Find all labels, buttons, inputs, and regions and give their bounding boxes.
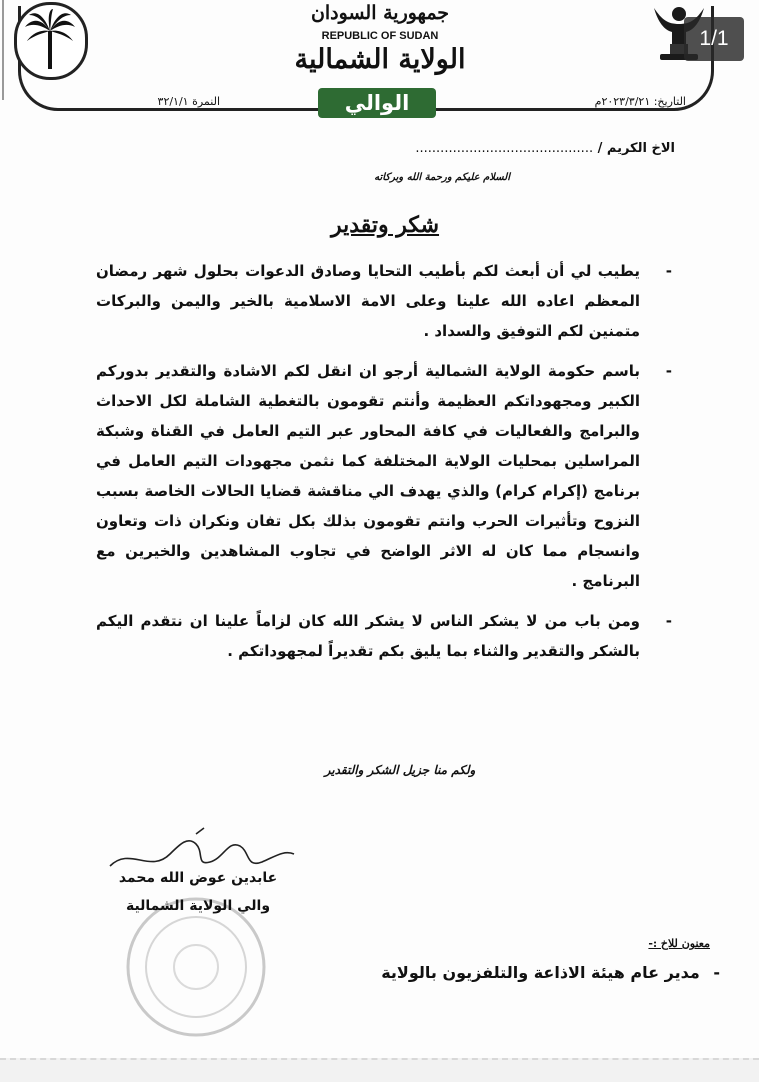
- paragraph: [96, 256, 682, 346]
- paragraph: [96, 606, 682, 666]
- closing-line: ولكم منا جزيل الشكر والتقدير: [324, 763, 476, 777]
- letter-title: شكر وتقدير: [330, 212, 440, 238]
- palm-tree-icon: [23, 9, 77, 71]
- page-indicator: 1/1: [684, 17, 744, 61]
- letter-date: التاريخ: ٢٠٢٣/٣/٢١م: [594, 95, 686, 108]
- state-name: الولاية الشمالية: [294, 44, 466, 75]
- signatory-title: والي الولاية الشمالية: [125, 898, 271, 914]
- viewer-bottom-bar: [0, 1058, 759, 1082]
- paragraph: [96, 356, 682, 596]
- signatory-name: عابدين عوض الله محمد: [118, 870, 278, 886]
- recipient-label: الاخ الكريم /: [597, 141, 675, 156]
- letter-body: [96, 256, 682, 666]
- bullet-dash: -: [665, 262, 672, 280]
- paragraph-text: ومن باب من لا يشكر الناس لا يشكر الله كان لزاماً علينا ان نتقدم اليكم بالشكر والتقدير والثناء بما يليق بكم تقديراً لمجهوداتكم .: [96, 612, 640, 660]
- palm-logo: [14, 2, 88, 80]
- recipient-line: [310, 141, 675, 156]
- addressee-line: [330, 963, 720, 982]
- bullet-dash: -: [665, 362, 672, 380]
- page-edge: [2, 0, 4, 100]
- paragraph-text: يطيب لي أن أبعث لكم بأطيب التحايا وصادق الدعوات بحلول شهر رمضان المعظم اعاده الله علينا وعلى الامة الاسلامية بالخير واليمن والبركات متمنين لكم التوفيق والسداد .: [96, 262, 640, 340]
- country-name-arabic: جمهورية السودان: [310, 2, 450, 24]
- addressee-label: معنون للاخ :-: [648, 937, 710, 950]
- official-stamp: [116, 892, 276, 1042]
- bullet-dash: -: [713, 963, 720, 982]
- letter-reference-number: النمرة ٣٢/١/١: [157, 95, 220, 108]
- greeting: السلام عليكم ورحمة الله وبركاته: [374, 172, 510, 183]
- recipient-fill: ...........................................: [415, 141, 594, 156]
- bullet-dash: -: [665, 612, 672, 630]
- paragraph-text: باسم حكومة الولاية الشمالية أرجو ان انقل لكم الاشادة والتقدير بدوركم الكبير ومجهوداتكم العظيمة وأنتم تقومون بالتغطية الشاملة لكل الاحداث والبرامج والفعاليات في كافة المحاور عبر التيم العامل في القناة وشبكة المراسلين بمحليات الولاية المختلفة كما نثمن مجهودات التيم العامل في برنامج (إكرام كرام) والذي يهدف الي مناقشة قضايا الحالات الخاصة بسبب النزوح وتأثيرات الحرب وانتم تقومون بذلك بكل تفان ونكران ذات وتعاون وانسجام مما كان له الاثر الواضح في تجاوب المشاهدين والخيرين مع البرنامج .: [96, 362, 640, 590]
- addressee-value: مدير عام هيئة الاذاعة والتلفزيون بالولاية: [381, 963, 700, 982]
- country-name-english: REPUBLIC OF SUDAN: [321, 30, 439, 42]
- office-badge: الوالي: [318, 88, 436, 118]
